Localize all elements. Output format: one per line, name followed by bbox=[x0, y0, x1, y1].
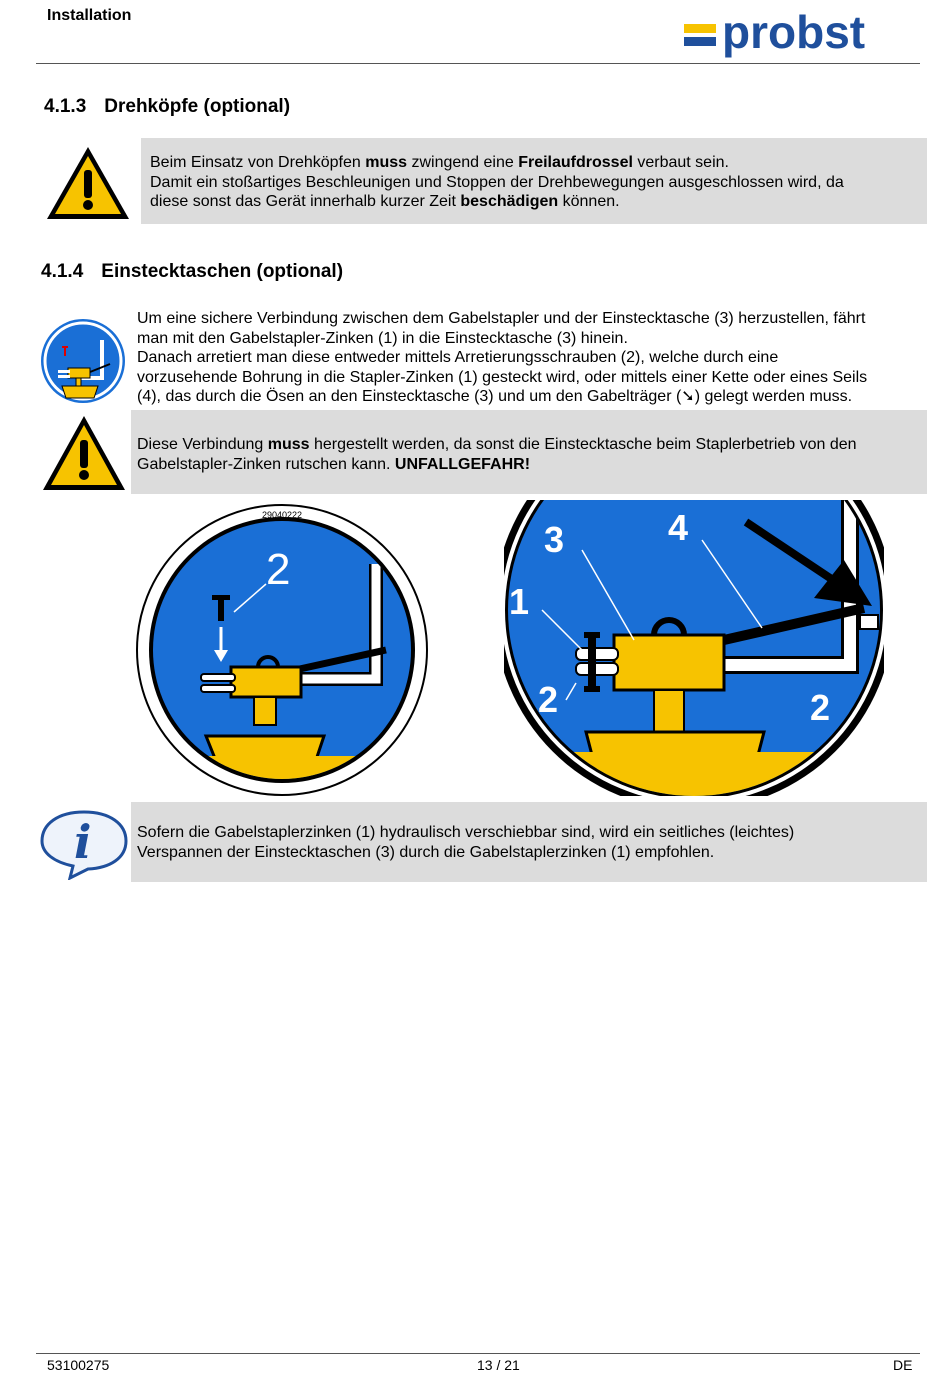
figure-right-detail bbox=[504, 500, 884, 796]
section-4-1-3-title: 4.1.3 Drehköpfe (optional) bbox=[44, 96, 291, 117]
figure-label-2b: 2 bbox=[810, 687, 831, 728]
info-bubble-icon bbox=[40, 808, 128, 880]
header-title: Installation bbox=[47, 7, 132, 24]
footer-language: DE bbox=[893, 1357, 913, 1373]
warning-triangle-icon bbox=[41, 414, 127, 492]
footer-doc-number: 53100275 bbox=[47, 1357, 110, 1373]
probst-logo bbox=[684, 10, 914, 60]
info-box: Sofern die Gabelstaplerzinken (1) hydraulisch verschiebbar sind, wird ein seitliches (leichtes) Verspannen der Einstecktaschen (3) durch die Gabelstaplerzinken (1) empfohlen. bbox=[131, 802, 927, 882]
warning-line: diese sonst das Gerät innerhalb kurzer Zeit beschädigen können. bbox=[150, 193, 620, 211]
footer-rule bbox=[36, 1353, 920, 1354]
warning-triangle-icon bbox=[44, 144, 132, 222]
header-rule bbox=[36, 63, 920, 64]
warning-box-einstecktaschen: Diese Verbindung muss hergestellt werden, da sonst die Einstecktasche beim Staplerbetrieb von den Gabelstapler-Zinken rutschen kann. UNFALLGEFAHR! bbox=[131, 410, 927, 494]
figure-label-4: 4 bbox=[668, 507, 689, 548]
einstecktaschen-body: Um eine sichere Verbindung zwischen dem Gabelstapler und der Einstecktasche (3) herzustellen, fährt man mit den Gabelstapler-Zinken (1) in die Einstecktasche (3) hinein. Danach arretiert man diese entweder mittels Arretierungsschrauben (2), welche durch eine vorzusehende Bohrung in die Stapler-Zinken (1) gesteckt wird, oder mittels einer Kette oder eines Seils (4), das durch die Ösen an den Einstecktasche (3) und um den Gabelträger (➘) gelegt werden muss. bbox=[137, 310, 868, 406]
svg-text:i: i bbox=[74, 815, 92, 869]
figure-left-sign bbox=[136, 504, 428, 796]
footer-page-number: 13 / 21 bbox=[477, 1357, 520, 1373]
warning-line: Damit ein stoßartiges Beschleunigen und Stoppen der Drehbewegungen ausgeschlossen wird, da bbox=[150, 173, 844, 191]
logo-text: probst bbox=[722, 10, 866, 58]
figure-label-3: 3 bbox=[544, 519, 565, 560]
mandatory-blue-sign-icon bbox=[40, 318, 126, 404]
figure-label-2: 2 bbox=[266, 545, 291, 594]
arrow-glyph: ➘ bbox=[681, 388, 695, 406]
warning-box-drehkoepfe bbox=[141, 138, 927, 224]
sign-code-label: 29040222 bbox=[261, 510, 303, 520]
figure-label-2a: 2 bbox=[538, 679, 559, 720]
figure-label-1: 1 bbox=[509, 581, 530, 622]
section-4-1-4-title: 4.1.4 Einstecktaschen (optional) bbox=[41, 261, 344, 282]
warning-line: Beim Einsatz von Drehköpfen muss zwingend eine Freilaufdrossel verbaut sein. bbox=[150, 154, 729, 171]
